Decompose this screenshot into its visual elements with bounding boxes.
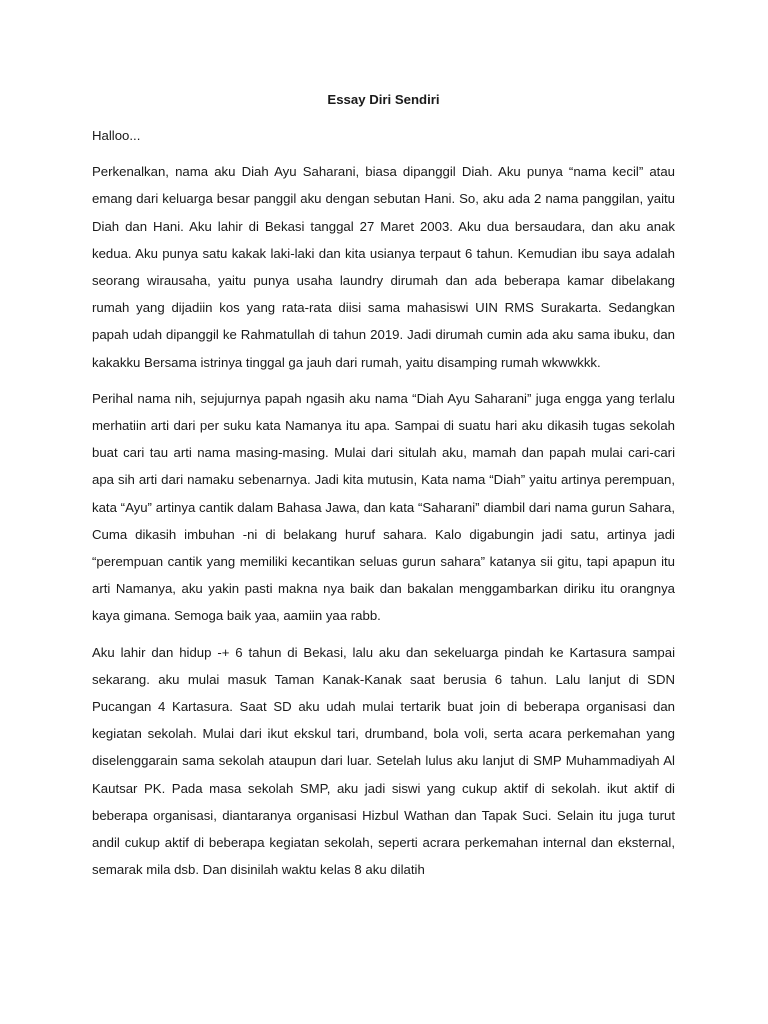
paragraph-introduction: Perkenalkan, nama aku Diah Ayu Saharani, biasa dipanggil Diah. Aku punya “nama kecil” atau emang dari keluarga besar panggil aku dengan sebutan Hani. So, aku ada 2 nama panggilan, yaitu Diah dan Hani. Aku lahir di Bekasi tanggal 27 Maret 2003. Aku dua bersaudara, dan aku anak kedua. Aku punya satu kakak laki-laki dan kita usianya terpaut 6 tahun. Kemudian ibu saya adalah seorang wirausaha, yaitu punya usaha laundry dirumah dan ada beberapa kamar dibelakang rumah yang dijadiin kos yang rata-rata diisi sama mahasiswi UIN RMS Surakarta. Sedangkan papah udah dipanggil ke Rahmatullah di tahun 2019. Jadi dirumah cumin ada aku sama ibuku, dan kakakku Bersama istrinya tinggal ga jauh dari rumah, yaitu disamping rumah wkwwkkk. [92, 164, 675, 370]
paragraph-education: Aku lahir dan hidup -+ 6 tahun di Bekasi, lalu aku dan sekeluarga pindah ke Kartasura sampai sekarang. aku mulai masuk Taman Kanak-Kanak saat berusia 6 tahun. Lalu lanjut di SDN Pucangan 4 Kartasura. Saat SD aku udah mulai tertarik buat join di beberapa organisasi dan kegiatan sekolah. Mulai dari ikut ekskul tari, drumband, bola voli, serta acara perkemahan yang diselenggarain sama sekolah ataupun dari luar. Setelah lulus aku lanjut di SMP Muhammadiyah Al Kautsar PK. Pada masa sekolah SMP, aku jadi siswi yang cukup aktif di sekolah. ikut aktif di beberapa organisasi, diantaranya organisasi Hizbul Wathan dan Tapak Suci. Selain itu juga turut andil cukup aktif di beberapa kegiatan sekolah, seperti acrara perkemahan internal dan eksternal, semarak mila dsb. Dan disinilah waktu kelas 8 aku dilatih [92, 644, 675, 878]
essay-title: Essay Diri Sendiri [327, 92, 440, 107]
document-body [92, 86, 675, 892]
greeting-text: Halloo... [92, 128, 141, 143]
paragraph-name-meaning: Perihal nama nih, sejujurnya papah ngasih aku nama “Diah Ayu Saharani” juga engga yang terlalu merhatiin arti dari per suku kata Namanya itu apa. Sampai di suatu hari aku dikasih tugas sekolah buat cari tau arti nama masing-masing. Mulai dari situlah aku, mamah dan papah mulai cari-cari apa sih arti dari namaku sebenarnya. Jadi kita mutusin, Kata nama “Diah” yaitu artinya perempuan, kata “Ayu” artinya cantik dalam Bahasa Jawa, dan kata “Saharani” diambil dari nama gurun Sahara, Cuma dikasih imbuhan -ni di belakang huruf sahara. Kalo digabungin jadi satu, artinya jadi “perempuan cantik yang memiliki kecantikan seluas gurun sahara” katanya sii gitu, tapi apapun itu arti Namanya, aku yakin pasti makna nya baik dan bakalan menggambarkan diriku itu orangnya kaya gimana. Semoga baik yaa, aamiin yaa rabb. [92, 390, 675, 624]
